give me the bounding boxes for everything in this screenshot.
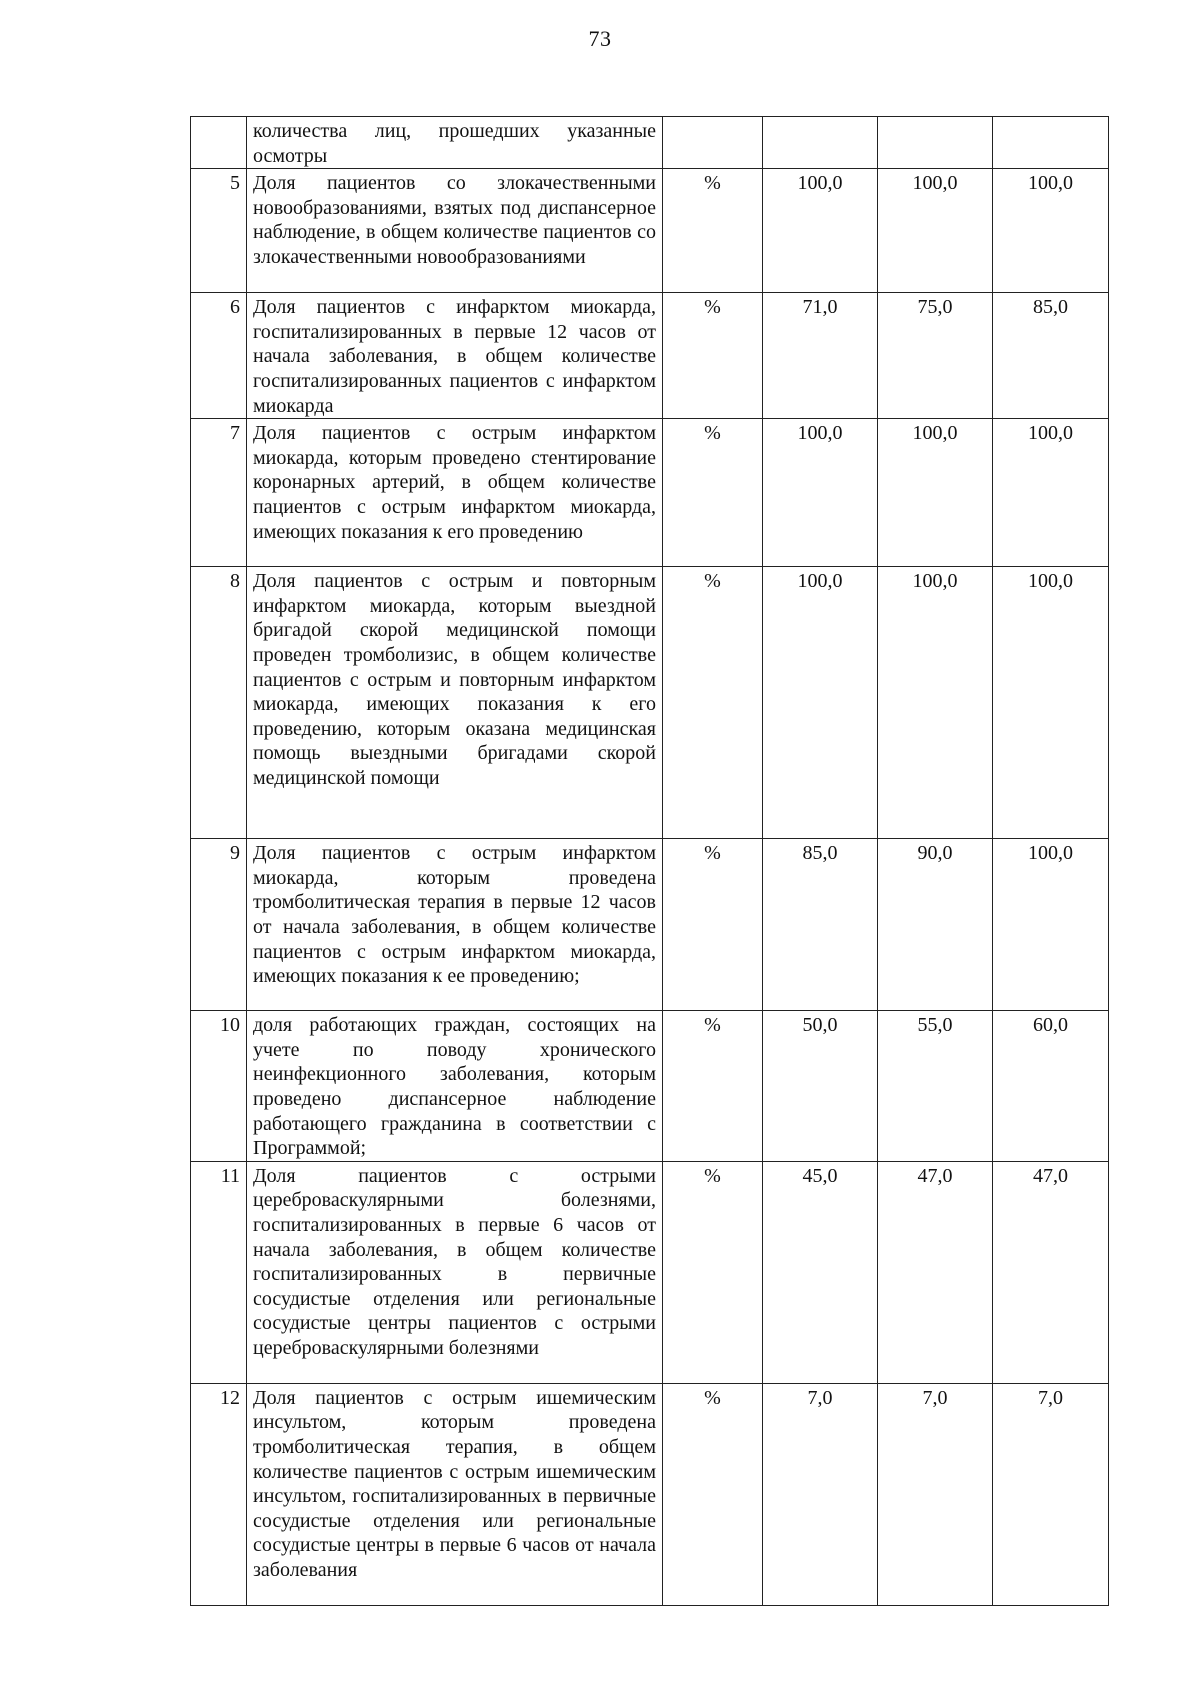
table-row — [191, 117, 1109, 169]
indicator-name: Доля пациентов с острым и повторным инфарктом миокарда, которым выездной бригадой скорой медицинской помощи проведен тромболизис, в общем количестве пациентов с острым и повторным инфарктом миокарда, имеющих показания к его проведению, которым оказана медицинская помощь выездными бригадами скорой медицинской помощи — [247, 567, 663, 839]
value-year-2: 100,0 — [878, 567, 993, 839]
indicator-name: доля работающих граждан, состоящих на учете по поводу хронического неинфекционного заболевания, которым проведено диспансерное наблюдение работающего гражданина в соответствии с Программой; — [247, 1011, 663, 1162]
unit-cell: % — [663, 1011, 763, 1162]
unit-cell: % — [663, 839, 763, 1011]
row-number: 7 — [191, 419, 247, 567]
table-row — [191, 419, 1109, 567]
page-number: 73 — [588, 26, 612, 51]
value-year-3: 60,0 — [993, 1011, 1109, 1162]
value-year-3: 7,0 — [993, 1383, 1109, 1605]
table-row — [191, 839, 1109, 1011]
row-number: 12 — [191, 1383, 247, 1605]
unit-cell: % — [663, 419, 763, 567]
value-year-1: 100,0 — [763, 169, 878, 293]
value-year-1: 45,0 — [763, 1161, 878, 1383]
unit-cell: % — [663, 1161, 763, 1383]
indicator-name: Доля пациентов с острым инфарктом миокарда, которым проведено стентирование коронарных артерий, в общем количестве пациентов с острым инфарктом миокарда, имеющих показания к его проведению — [247, 419, 663, 567]
indicator-name: Доля пациентов со злокачественными новообразованиями, взятых под диспансерное наблюдение, в общем количестве пациентов со злокачественными новообразованиями — [247, 169, 663, 293]
value-year-1: 71,0 — [763, 293, 878, 419]
value-year-3: 47,0 — [993, 1161, 1109, 1383]
unit-cell: % — [663, 169, 763, 293]
value-year-2: 7,0 — [878, 1383, 993, 1605]
table-row — [191, 293, 1109, 419]
indicator-name: Доля пациентов с острым ишемическим инсультом, которым проведена тромболитическая терапия, в общем количестве пациентов с острым ишемическим инсультом, госпитализированных в первичные сосудистые отделения или региональные сосудистые центры в первые 6 часов от начала заболевания — [247, 1383, 663, 1605]
value-year-3 — [993, 117, 1109, 169]
value-year-2: 75,0 — [878, 293, 993, 419]
value-year-3: 100,0 — [993, 169, 1109, 293]
row-number — [191, 117, 247, 169]
row-number: 11 — [191, 1161, 247, 1383]
value-year-2: 100,0 — [878, 169, 993, 293]
table-row — [191, 567, 1109, 839]
indicator-name: Доля пациентов с острыми цереброваскулярными болезнями, госпитализированных в первые 6 часов от начала заболевания, в общем количестве госпитализированных в первичные сосудистые отделения или региональные сосудистые центры пациентов с острыми цереброваскулярными болезнями — [247, 1161, 663, 1383]
value-year-2: 100,0 — [878, 419, 993, 567]
value-year-2 — [878, 117, 993, 169]
table-row — [191, 1011, 1109, 1162]
value-year-3: 100,0 — [993, 419, 1109, 567]
value-year-3: 100,0 — [993, 567, 1109, 839]
table-row — [191, 1161, 1109, 1383]
unit-cell — [663, 117, 763, 169]
value-year-1: 100,0 — [763, 419, 878, 567]
indicator-name: Доля пациентов с инфарктом миокарда, госпитализированных в первые 12 часов от начала заболевания, в общем количестве госпитализированных пациентов с инфарктом миокарда — [247, 293, 663, 419]
value-year-3: 100,0 — [993, 839, 1109, 1011]
indicator-name: количества лиц, прошедших указанные осмотры — [247, 117, 663, 169]
table-row — [191, 1383, 1109, 1605]
row-number: 9 — [191, 839, 247, 1011]
value-year-1: 85,0 — [763, 839, 878, 1011]
unit-cell: % — [663, 1383, 763, 1605]
table-row — [191, 169, 1109, 293]
value-year-1: 100,0 — [763, 567, 878, 839]
row-number: 8 — [191, 567, 247, 839]
row-number: 5 — [191, 169, 247, 293]
unit-cell: % — [663, 567, 763, 839]
indicator-name: Доля пациентов с острым инфарктом миокарда, которым проведена тромболитическая терапия в первые 12 часов от начала заболевания, в общем количестве пациентов с острым инфарктом миокарда, имеющих показания к ее проведению; — [247, 839, 663, 1011]
unit-cell: % — [663, 293, 763, 419]
value-year-1: 7,0 — [763, 1383, 878, 1605]
value-year-2: 55,0 — [878, 1011, 993, 1162]
value-year-2: 47,0 — [878, 1161, 993, 1383]
value-year-2: 90,0 — [878, 839, 993, 1011]
row-number: 6 — [191, 293, 247, 419]
value-year-1: 50,0 — [763, 1011, 878, 1162]
indicators-table — [190, 116, 1109, 1606]
row-number: 10 — [191, 1011, 247, 1162]
value-year-1 — [763, 117, 878, 169]
value-year-3: 85,0 — [993, 293, 1109, 419]
